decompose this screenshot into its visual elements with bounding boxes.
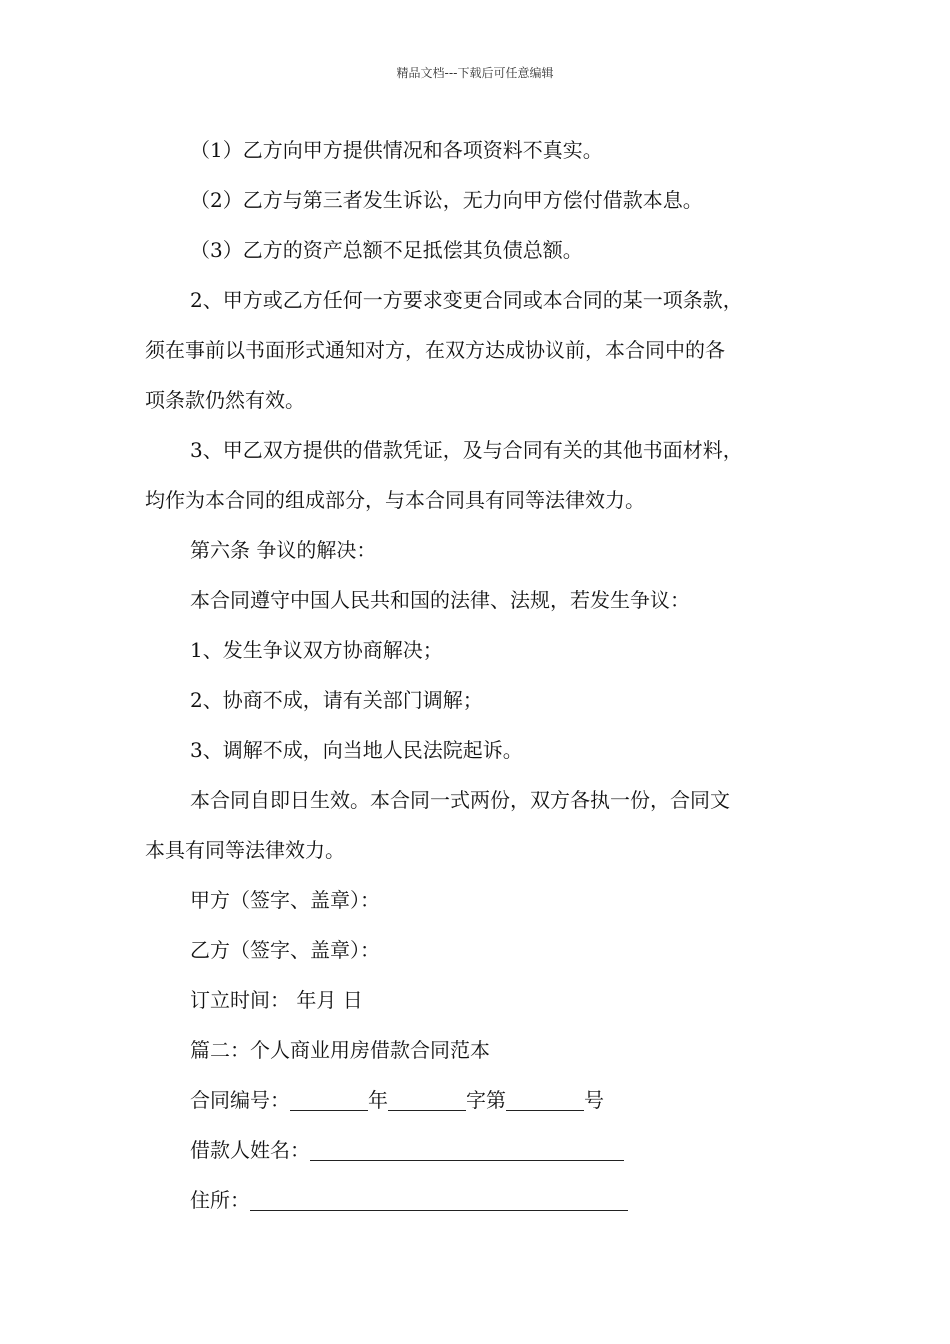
- contract-year-label: 年: [368, 1088, 388, 1112]
- party-a-signature: 甲方（签字、盖章）：: [190, 888, 380, 912]
- contract-number-line: [190, 1088, 604, 1112]
- clause-item-2: （2）乙方与第三者发生诉讼，无力向甲方偿付借款本息。: [190, 188, 703, 212]
- page-header: 精品文档---下载后可任意编辑: [396, 66, 554, 80]
- dispute-item-2: 2、协商不成，请有关部门调解；: [190, 688, 483, 712]
- party-b-signature: 乙方（签字、盖章）：: [190, 938, 380, 962]
- article-6-heading: 第六条 争议的解决：: [190, 538, 377, 562]
- paragraph-3-line-1: 3、甲乙双方提供的借款凭证，及与合同有关的其他书面材料，: [190, 438, 743, 462]
- contract-zi-blank: [388, 1090, 466, 1111]
- contract-number-label: 合同编号：: [190, 1088, 290, 1112]
- address-line: [190, 1188, 628, 1212]
- clause-item-1: （1）乙方向甲方提供情况和各项资料不真实。: [190, 138, 603, 162]
- paragraph-2-line-3: 项条款仍然有效。: [145, 388, 305, 412]
- paragraph-2-line-2: 须在事前以书面形式通知对方，在双方达成协议前，本合同中的各: [145, 338, 725, 362]
- dispute-item-1: 1、发生争议双方协商解决；: [190, 638, 443, 662]
- dispute-item-3: 3、调解不成，向当地人民法院起诉。: [190, 738, 523, 762]
- borrower-name-line: [190, 1138, 624, 1162]
- signing-date: 订立时间： 年月 日: [190, 988, 363, 1012]
- address-blank: [250, 1190, 628, 1211]
- paragraph-3-line-2: 均作为本合同的组成部分，与本合同具有同等法律效力。: [145, 488, 645, 512]
- contract-zi-di-label: 字第: [466, 1088, 506, 1112]
- section-2-title: 篇二：个人商业用房借款合同范本: [190, 1038, 490, 1062]
- contract-hao-label: 号: [584, 1088, 604, 1112]
- contract-number-blank: [506, 1090, 584, 1111]
- dispute-intro: 本合同遵守中国人民共和国的法律、法规，若发生争议：: [190, 588, 690, 612]
- effective-clause-line-1: 本合同自即日生效。本合同一式两份，双方各执一份，合同文: [190, 788, 730, 812]
- effective-clause-line-2: 本具有同等法律效力。: [145, 838, 345, 862]
- borrower-name-label: 借款人姓名：: [190, 1138, 310, 1162]
- address-label: 住所：: [190, 1188, 250, 1212]
- contract-year-blank: [290, 1090, 368, 1111]
- borrower-name-blank: [310, 1140, 624, 1161]
- paragraph-2-line-1: 2、甲方或乙方任何一方要求变更合同或本合同的某一项条款，: [190, 288, 743, 312]
- clause-item-3: （3）乙方的资产总额不足抵偿其负债总额。: [190, 238, 583, 262]
